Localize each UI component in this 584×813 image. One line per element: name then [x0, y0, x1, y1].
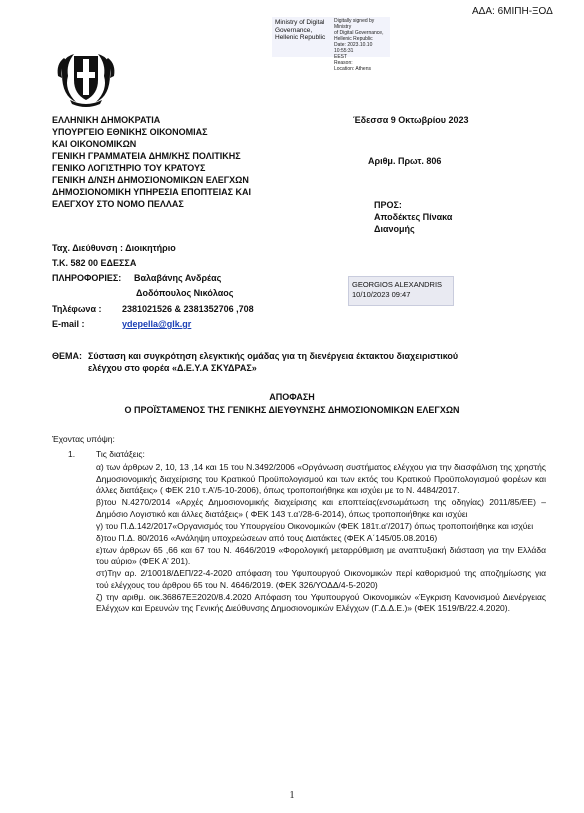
detail-line: Hellenic Republic [334, 36, 373, 42]
header-line: ΓΕΝΙΚΗ ΓΡΑΜΜΑΤΕΙΑ ΔΗΜ/ΚΗΣ ΠΟΛΙΤΙΚΗΣ [52, 151, 241, 161]
issuer-line: Ministry of Digital [275, 19, 325, 26]
address-label: Ταχ. Διεύθυνση : [52, 243, 123, 253]
detail-line: EEST [334, 54, 348, 60]
header-line: ΥΠΟΥΡΓΕΙΟ ΕΘΝΙΚΗΣ ΟΙΚΟΝΟΜΙΑΣ [52, 127, 208, 137]
header-line: ΓΕΝΙΚΟ ΛΟΓΙΣΤΗΡΙΟ ΤΟΥ ΚΡΑΤΟΥΣ [52, 163, 206, 173]
provision-paragraph: γ) του Π.Δ.142/2017«Οργανισμός του Υπουργείου Οικονομικών (ΦΕΚ 181τ.α’/2017) όπως τροποποιήθηκε και ισχύει [96, 520, 534, 531]
provision-paragraph: δ)του Π.Δ. 80/2016 «Ανάληψη υποχρεώσεων από τους Διατάκτες (ΦΕΚ Α΄145/05.08.2016) [96, 532, 438, 543]
issuer-line: Governance, [275, 26, 313, 34]
signer-date: 10/10/2023 09:47 [352, 290, 411, 299]
header-line: ΕΛΛΗΝΙΚΗ ΔΗΜΟΚΡΑΤΙΑ [52, 115, 161, 125]
to-line: Αποδέκτες Πίνακα [374, 212, 453, 222]
digital-signature-details [334, 18, 390, 72]
provision-paragraph: ζ) την αριθμ. οικ.36867ΕΞ2020/8.4.2020 Απόφαση του Υφυπουργού Οικονομικών «Έγκριση Κανονισμού Διενέργειας Ελέγχων και Ερευνών της Γενικής Διεύθυνσης Δημοσιονομικών Ελέγχων (Γ.Δ.Δ.Ε.)» (ΦΕΚ 1519/Β/22.4.2020). [96, 591, 546, 613]
issuer-line: Hellenic Republic [275, 34, 326, 41]
signer-name: GEORGIOS ALEXANDRIS [352, 280, 443, 289]
detail-line: Digitally signed by Ministry [334, 18, 375, 30]
contact-info-2: Δοδόπουλος Νικόλαος [136, 288, 234, 298]
detail-line: of Digital Governance, [334, 30, 384, 36]
contact-postal: Τ.Κ. 582 00 ΕΔΕΣΣΑ [52, 258, 137, 268]
subject-line-2: ελέγχου στο φορέα «Δ.Ε.Υ.Α ΣΚΥΔΡΑΣ» [88, 363, 257, 373]
digital-signature-issuer [275, 19, 331, 42]
provision-paragraph: ε)των άρθρων 65 ,66 και 67 του Ν. 4646/2019 «Φορολογική μεταρρύθμιση με αναπτυξιακή διάσταση για την Ελλάδα του αύριο» (ΦΕΚ Α’ 201). [96, 544, 546, 566]
to-line: Διανομής [374, 224, 415, 234]
address-value: Διοικητήριο [125, 243, 176, 253]
contact-email-link[interactable]: ydepella@glk.gr [122, 319, 192, 329]
contact-phone: 2381021526 & 2381352706 ,708 [122, 304, 254, 314]
to-label: ΠΡΟΣ: [374, 200, 402, 210]
page-number: 1 [289, 790, 295, 801]
detail-line: Reason: [334, 60, 353, 66]
digital-signature-stamp [272, 17, 390, 72]
hellenic-emblem [54, 46, 118, 110]
decision-title: ΑΠΟΦΑΣΗ [269, 392, 315, 402]
provision-paragraph: β)του Ν.4270/2014 «Αρχές Δημοσιονομικής διαχείρισης και εποπτείας(ενσωμάτωση της οδηγίας) 2011/85/ΕΕ) – Δημόσιο Λογιστικό και άλλες διατάξεις» ( ΦΕΚ 143 τ.α’/28-6-2014), όπως τροποποιήθηκε και ισχύει [96, 497, 546, 519]
item-number: 1. [68, 449, 76, 459]
subject-label: ΘΕΜΑ: [52, 351, 82, 361]
contact-address [52, 242, 176, 254]
header-line: ΚΑΙ ΟΙΚΟΝΟΜΙΚΩΝ [52, 139, 137, 149]
header-line: ΓΕΝΙΚΗ Δ/ΝΣΗ ΔΗΜΟΣΙΟΝΟΜΙΚΩΝ ΕΛΕΓΧΩΝ [52, 175, 249, 185]
provision-paragraph: α) των άρθρων 2, 10, 13 ,14 και 15 του Ν.3492/2006 «Οργάνωση συστήματος ελέγχου για την διασφάλιση της χρηστής Δημοσιονομικής διαχείρισης του Κρατικού Προϋπολογισμού και των εκτός του Κρατικού Προϋπολογισμού φορέων και άλλες διατάξεις» ( ΦΕΚ 210 τ.Α’/5-10-2006), όπως τροποποιήθηκε και ισχύει με το Ν. 4484/2017. [96, 462, 546, 495]
detail-line: Date: 2023.10.10 10:55:31 [334, 42, 373, 54]
contact-phone-label: Τηλέφωνα : [52, 304, 102, 314]
subject-line-1: Σύσταση και συγκρότηση ελεγκτικής ομάδας για τη διενέργεια έκτακτου διαχειριστικού [88, 351, 459, 361]
detail-line: Location: Athens [334, 66, 371, 72]
contact-info-label: ΠΛΗΡΟΦΟΡΙΕΣ: [52, 273, 122, 283]
considering-label: Έχοντας υπόψη: [52, 434, 115, 444]
provisions-list [96, 462, 546, 615]
ada-code: ΑΔΑ: 6ΜΙΠΗ-ΞΟΔ [472, 6, 553, 17]
contact-email-label: E-mail : [52, 319, 85, 329]
decision-subtitle: Ο ΠΡΟΪΣΤΑΜΕΝΟΣ ΤΗΣ ΓΕΝΙΚΗΣ ΔΙΕΥΘΥΝΣΗΣ ΔΗΜΟΣΙΟΝΟΜΙΚΩΝ ΕΛΕΓΧΩΝ [124, 405, 460, 415]
header-line: ΔΗΜΟΣΙΟΝΟΜΙΚΗ ΥΠΗΡΕΣΙΑ ΕΠΟΠΤΕΙΑΣ ΚΑΙ [52, 187, 252, 197]
protocol-number: Αριθμ. Πρωτ. 806 [368, 156, 442, 166]
issuer-header [52, 114, 332, 210]
header-line: ΕΛΕΓΧΟΥ ΣΤΟ ΝΟΜΟ ΠΕΛΛΑΣ [52, 199, 184, 209]
item-title: Τις διατάξεις: [96, 449, 145, 459]
signer-stamp [348, 276, 454, 306]
provision-paragraph: στ)Την αρ. 2/10018/ΔΕΠ/22-4-2020 απόφαση του Υφυπουργού Οικονομικών περί καθορισμού της αποζημίωσης για τού ελέγχους του άρθρου 65 του Ν. 4646/2019. (ΦΕΚ 326/ΥΟΔΔ/4-5-2020) [96, 568, 546, 590]
contact-info-1: Βαλαβάνης Ανδρέας [134, 273, 222, 283]
recipients-block [374, 199, 452, 235]
document-date: Έδεσσα 9 Οκτωβρίου 2023 [353, 115, 469, 125]
